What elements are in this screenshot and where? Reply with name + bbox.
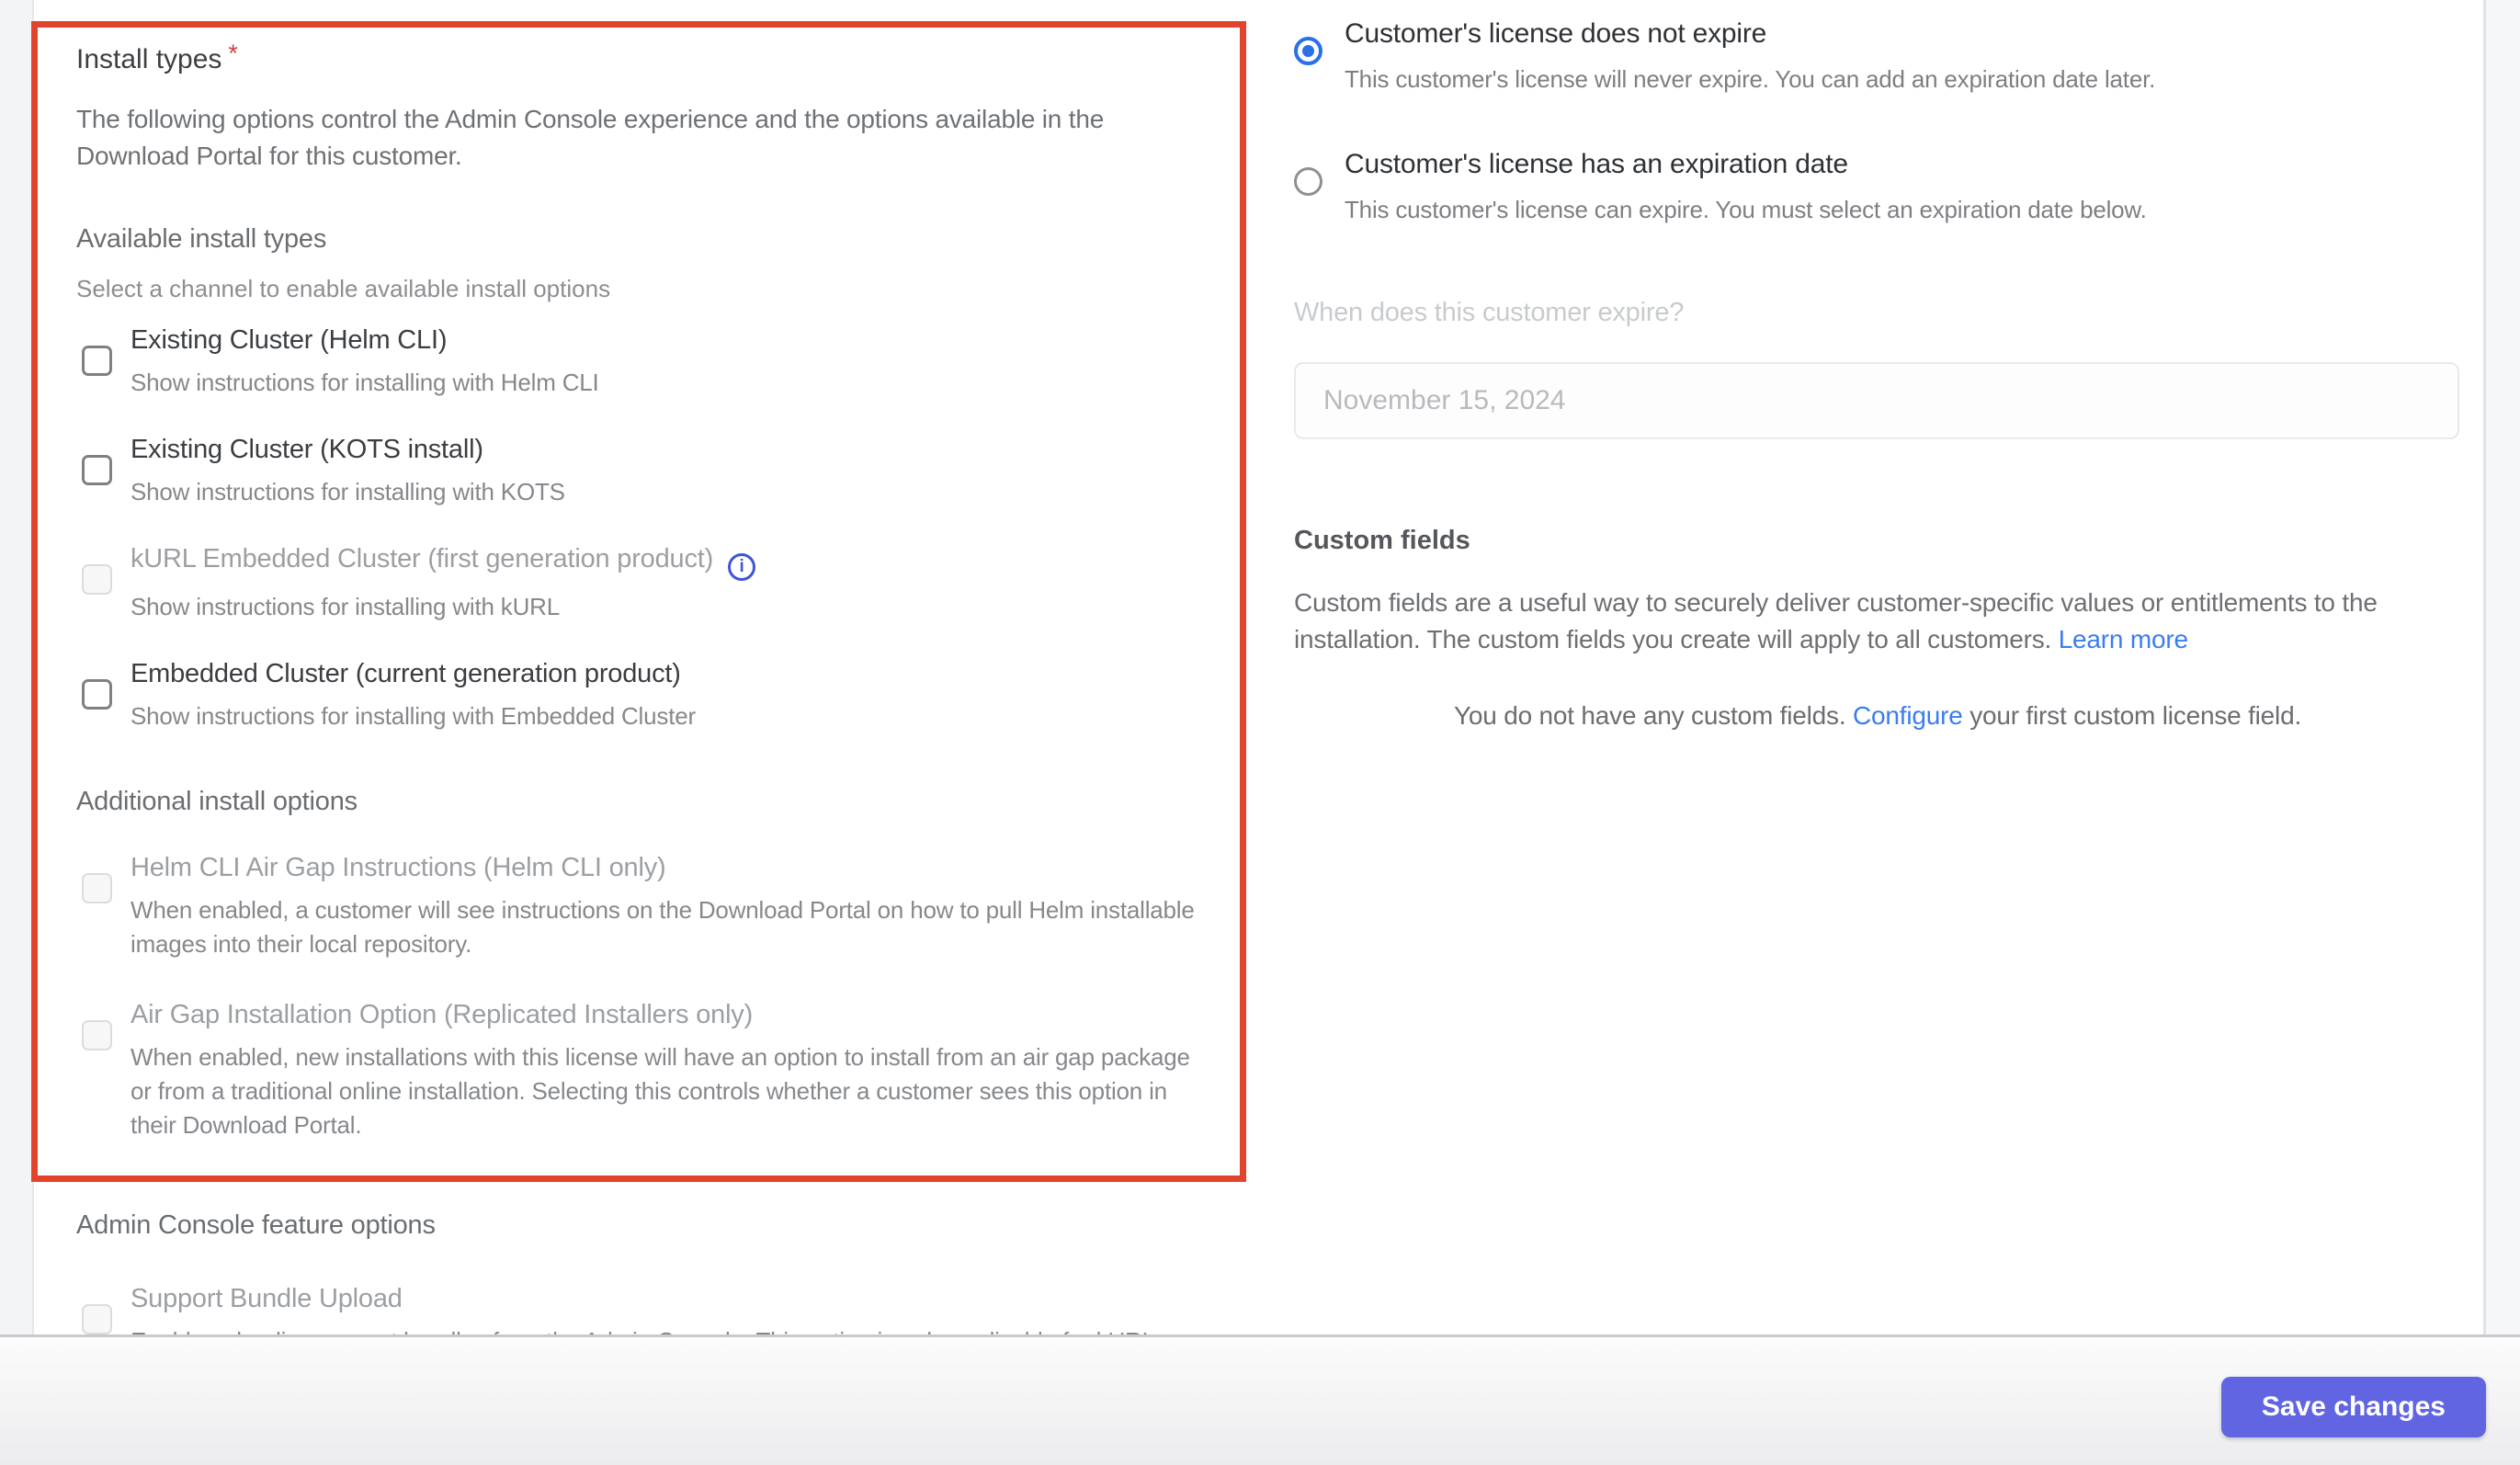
install-types-heading bbox=[76, 42, 1207, 77]
radio-text bbox=[1345, 17, 2155, 96]
option-text bbox=[131, 542, 1207, 624]
install-types-description: The following options control the Admin Console experience and the options available in the Download Portal for this customer. bbox=[76, 105, 1105, 170]
required-asterisk: * bbox=[228, 40, 238, 67]
option-label: Air Gap Installation Option (Replicated Installers only) bbox=[131, 1000, 754, 1029]
checkbox-embedded-cluster[interactable] bbox=[82, 679, 112, 710]
available-install-types-title: Available install types bbox=[76, 224, 327, 254]
right-scroll-gutter[interactable] bbox=[2483, 0, 2520, 1334]
learn-more-link[interactable]: Learn more bbox=[2058, 625, 2188, 653]
option-row-helm-cli-air-gap bbox=[76, 851, 1207, 961]
available-install-types-subtitle: Select a channel to enable available install options bbox=[76, 275, 611, 302]
left-gutter bbox=[0, 0, 34, 1334]
expire-date-label: When does this customer expire? bbox=[1294, 298, 1685, 327]
install-types-heading-text: Install types bbox=[76, 44, 222, 74]
option-description: Show instructions for installing with Helm CLI bbox=[131, 369, 599, 396]
option-text bbox=[131, 657, 1207, 733]
radio-description: This customer's license will never expire. You can add an expiration date later. bbox=[1345, 65, 2156, 93]
option-row-embedded-cluster bbox=[76, 657, 1207, 733]
radio-text bbox=[1345, 147, 2147, 226]
custom-fields-title: Custom fields bbox=[1294, 526, 1470, 555]
checkbox-air-gap-installation[interactable] bbox=[82, 1020, 112, 1050]
option-text bbox=[131, 433, 1207, 509]
option-text bbox=[131, 324, 1207, 400]
empty-state-text-before: You do not have any custom fields. bbox=[1453, 701, 1853, 730]
custom-fields-description-text: Custom fields are a useful way to securely deliver customer-specific values or entitlements to the installation. The custom fields you create will apply to all customers. bbox=[1294, 588, 2378, 653]
option-row-kurl-embedded-cluster bbox=[76, 542, 1207, 624]
empty-state-text-after: your first custom license field. bbox=[1962, 701, 2302, 730]
option-description: Show instructions for installing with Embedded Cluster bbox=[131, 702, 696, 730]
radio-row-license-does-not-expire bbox=[1294, 17, 2461, 96]
option-label: Helm CLI Air Gap Instructions (Helm CLI only) bbox=[131, 853, 666, 882]
checkbox-kurl-embedded-cluster[interactable] bbox=[82, 564, 112, 595]
option-row-existing-cluster-kots bbox=[76, 433, 1207, 509]
info-icon[interactable]: i bbox=[728, 553, 755, 581]
expire-date-input[interactable] bbox=[1294, 362, 2459, 439]
option-label bbox=[131, 542, 1207, 581]
radio-label: Customer's license has an expiration date bbox=[1345, 149, 1848, 179]
install-types-panel bbox=[76, 42, 1207, 1358]
radio-license-does-not-expire[interactable] bbox=[1294, 37, 1322, 65]
option-description: When enabled, new installations with this license will have an option to install from an air gap package or from a traditional online installation. Selecting this controls whether a customer sees this option in their Download Portal. bbox=[131, 1043, 1190, 1139]
admin-console-feature-options-title: Admin Console feature options bbox=[76, 1210, 436, 1240]
radio-row-license-has-expiration bbox=[1294, 147, 2461, 226]
checkbox-support-bundle-upload[interactable] bbox=[82, 1304, 112, 1334]
option-description: When enabled, a customer will see instructions on the Download Portal on how to pull Helm installable images into their local repository. bbox=[131, 896, 1195, 958]
checkbox-existing-cluster-kots[interactable] bbox=[82, 455, 112, 485]
option-row-existing-cluster-helm-cli bbox=[76, 324, 1207, 400]
radio-label: Customer's license does not expire bbox=[1345, 18, 1767, 49]
radio-license-has-expiration[interactable] bbox=[1294, 167, 1322, 196]
option-description: Show instructions for installing with KOTS bbox=[131, 478, 565, 505]
option-text bbox=[131, 998, 1207, 1142]
save-changes-button[interactable]: Save changes bbox=[2221, 1377, 2486, 1437]
checkbox-existing-cluster-helm-cli[interactable] bbox=[82, 346, 112, 376]
footer-action-bar bbox=[0, 1334, 2520, 1465]
option-row-air-gap-installation bbox=[76, 998, 1207, 1142]
option-label: Existing Cluster (KOTS install) bbox=[131, 435, 483, 464]
license-expiration-panel bbox=[1294, 17, 2461, 733]
additional-install-options-title: Additional install options bbox=[76, 787, 358, 816]
configure-link[interactable]: Configure bbox=[1853, 701, 1963, 730]
option-label-text: kURL Embedded Cluster (first generation product) bbox=[131, 544, 714, 574]
option-label: Support Bundle Upload bbox=[131, 1284, 403, 1313]
custom-fields-description bbox=[1294, 585, 2461, 658]
option-label: Existing Cluster (Helm CLI) bbox=[131, 325, 448, 355]
option-description: Show instructions for installing with kURL bbox=[131, 593, 561, 620]
checkbox-helm-cli-air-gap[interactable] bbox=[82, 873, 112, 903]
option-text bbox=[131, 851, 1207, 961]
option-label: Embedded Cluster (current generation product) bbox=[131, 659, 681, 688]
custom-fields-empty-state bbox=[1294, 698, 2461, 733]
radio-description: This customer's license can expire. You must select an expiration date below. bbox=[1345, 196, 2147, 223]
